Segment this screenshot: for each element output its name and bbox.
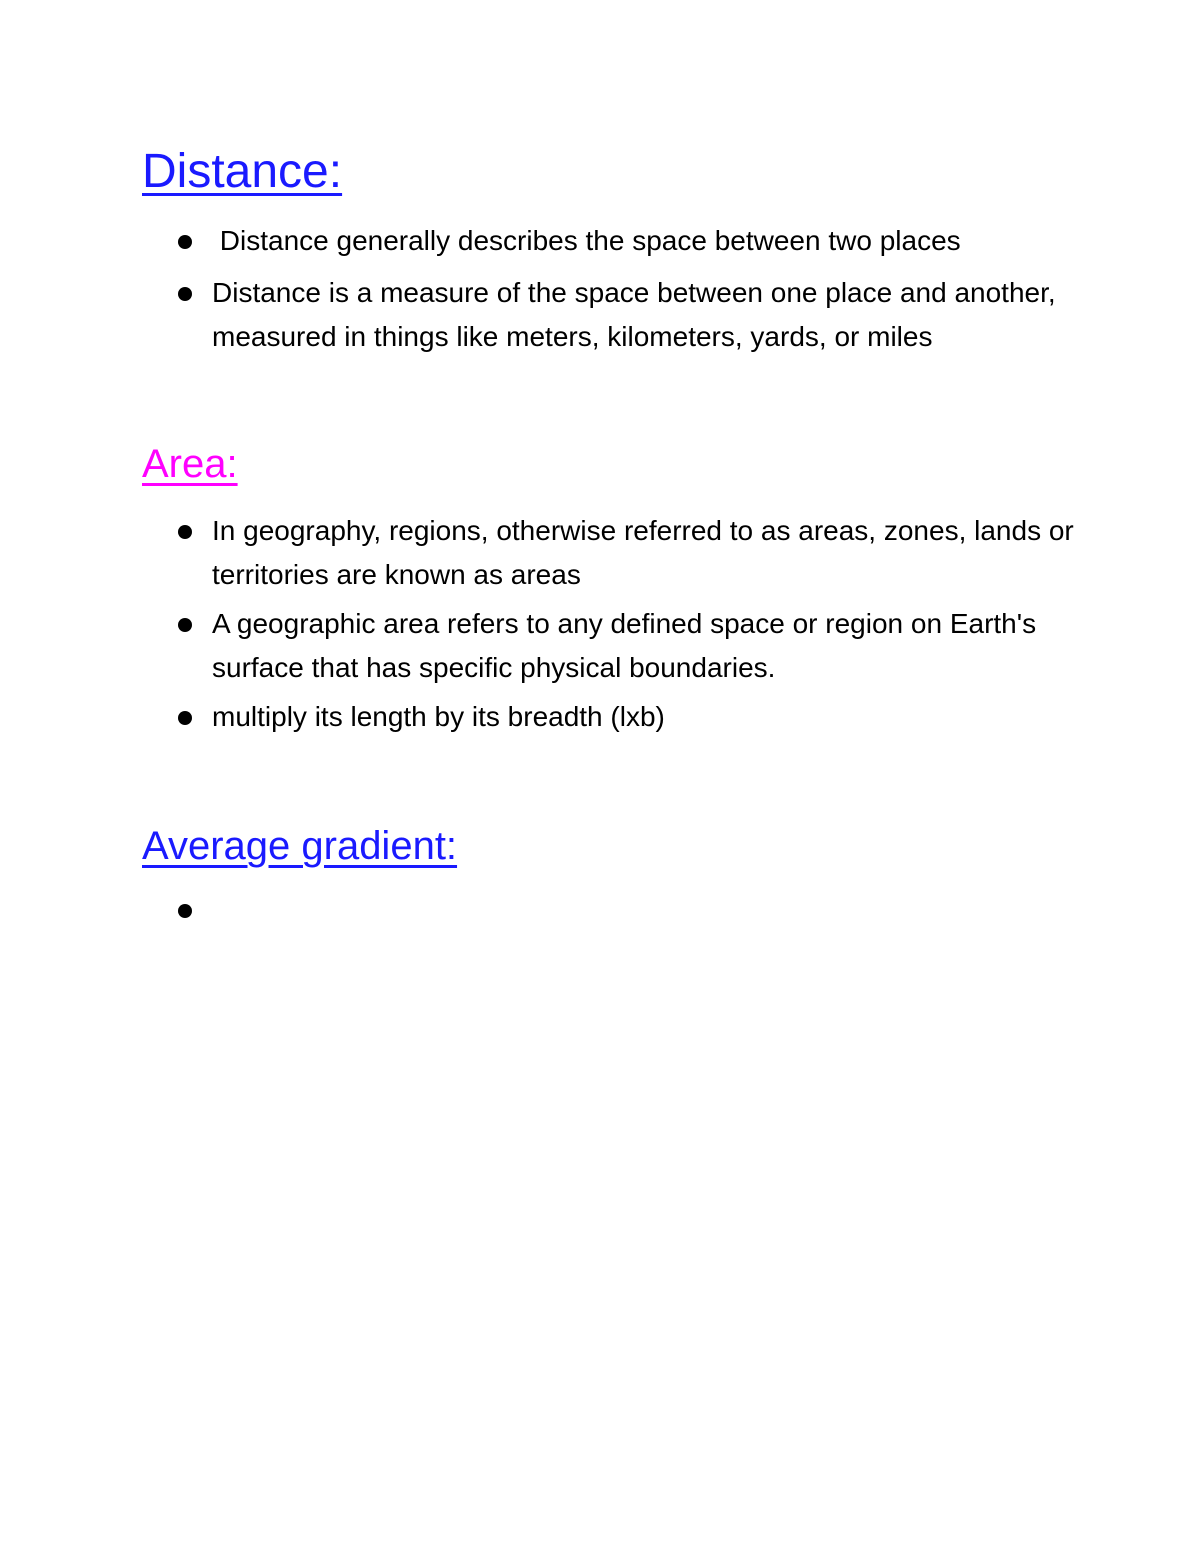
list-item-text: In geography, regions, otherwise referred to as areas, zones, lands or territories are known as areas: [212, 515, 1074, 590]
bullet-icon: [178, 525, 192, 539]
list-item-text: Distance generally describes the space between two places: [212, 225, 961, 256]
bullet-icon: [178, 711, 192, 725]
bullet-icon: [178, 235, 192, 249]
list-item-text: A geographic area refers to any defined space or region on Earth's surface that has specific physical boundaries.: [212, 608, 1037, 683]
list-item-text: Distance is a measure of the space between one place and another, measured in things like meters, kilometers, yards, or miles: [212, 277, 1056, 352]
bullet-icon: [178, 287, 192, 301]
bullet-icon: [178, 618, 192, 632]
area-heading: Area:: [142, 442, 238, 486]
bullet-icon: [178, 904, 192, 918]
distance-heading: Distance:: [142, 145, 343, 198]
list-item-text: multiply its length by its breadth (lxb): [212, 701, 665, 732]
average-gradient-heading: Average gradient:: [142, 824, 458, 868]
